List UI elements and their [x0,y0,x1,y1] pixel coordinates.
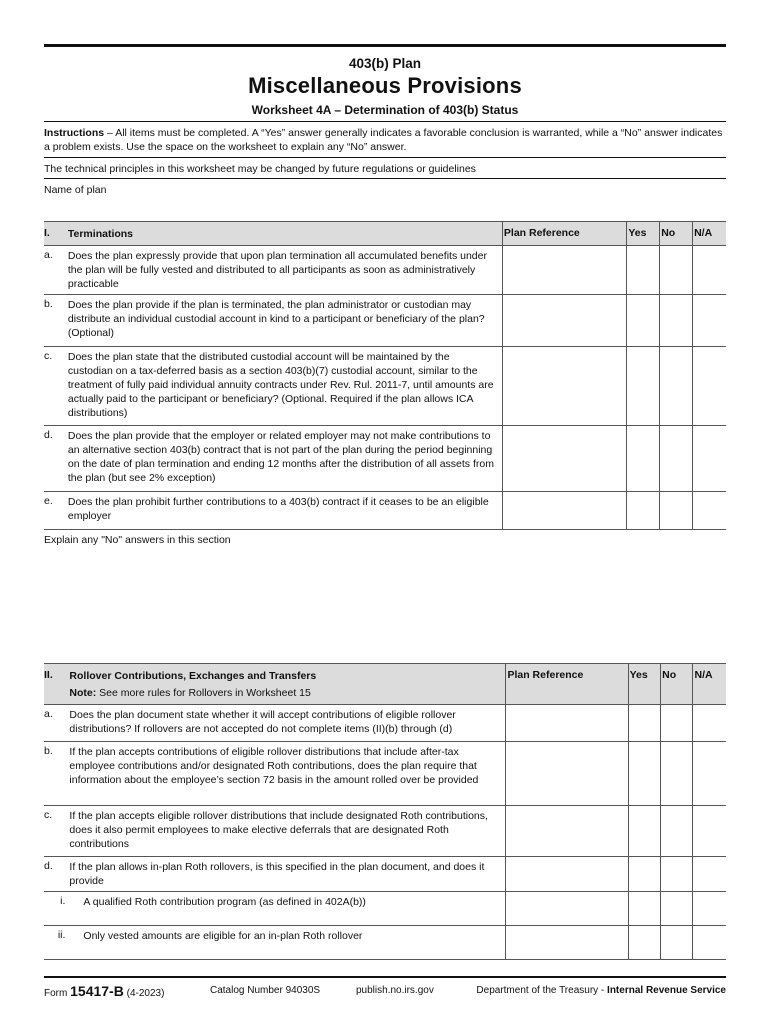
item-letter: c. [44,347,66,426]
item-question: Does the plan prohibit further contributions to a 403(b) contract if it ceases to be an eligible employer [66,492,503,530]
worksheet-subtitle: Worksheet 4A – Determination of 403(b) Status [44,103,726,122]
page-footer [44,976,726,999]
yes-cell[interactable] [627,492,660,530]
na-cell[interactable] [693,347,726,426]
yes-cell[interactable] [628,926,661,960]
form-prefix: Form [44,988,68,999]
no-cell[interactable] [661,926,693,960]
section-rollover-table [44,663,726,960]
plan-reference-cell [506,857,628,892]
note-text: See more rules for Rollovers in Worksheet 15 [96,687,311,699]
page-title: Miscellaneous Provisions [248,73,522,98]
instructions-label: Instructions [44,127,105,139]
item-letter: b. [44,742,67,806]
na-cell[interactable] [693,742,726,806]
item-letter: c. [44,806,67,857]
section-number: I. [44,222,66,246]
column-yes: Yes [627,222,660,246]
yes-cell[interactable] [627,426,660,492]
column-yes: Yes [628,664,661,705]
column-na: N/A [693,222,726,246]
yes-cell[interactable] [627,347,660,426]
no-cell[interactable] [660,492,693,530]
plan-reference-cell[interactable] [502,246,626,295]
column-na: N/A [693,664,726,705]
note-label: Note: [69,687,97,699]
table-row [44,705,726,742]
na-cell[interactable] [693,246,726,295]
table-row [44,742,726,806]
na-cell[interactable] [693,492,726,530]
section-terminations-table [44,221,726,530]
agency-name: Internal Revenue Service [607,985,726,996]
table-row [44,806,726,857]
section-number: II. [44,664,67,705]
column-plan-reference: Plan Reference [506,664,628,705]
table-row [44,347,726,426]
item-letter: d. [44,426,66,492]
plan-reference-cell[interactable] [502,347,626,426]
na-cell[interactable] [693,806,726,857]
item-question: Does the plan provide that the employer or related employer may not make contributions to an alternative section 403(b) contract that is not part of the plan during the period beginning on the date of plan termination and ending 12 months after the distribution of all assets from the plan (but see 2% exception) [66,426,503,492]
no-cell[interactable] [660,295,693,347]
column-plan-reference: Plan Reference [502,222,626,246]
instructions-text: – All items must be completed. A “Yes” answer generally indicates a favorable conclusion is warranted, while a “No” answer indicates a problem exists. Use the space on the worksheet to explain any “No” answer. [44,127,723,153]
item-question: A qualified Roth contribution program (as defined in 402A(b)) [67,892,506,926]
section-title: Terminations [66,222,503,246]
item-letter: a. [44,705,67,742]
item-question: If the plan accepts eligible rollover distributions that include designated Roth contributions, does it also permit employees to make elective deferrals that are designated Roth contributions [67,806,506,857]
plan-reference-cell[interactable] [502,492,626,530]
plan-reference-cell[interactable] [502,295,626,347]
technical-note: The technical principles in this worksheet may be changed by future regulations or guidelines [44,158,726,179]
form-id [44,983,164,999]
section-note [69,686,499,700]
table-row [44,492,726,530]
yes-cell[interactable] [628,892,661,926]
top-rule [44,44,726,47]
no-cell[interactable] [661,892,693,926]
item-question: Does the plan expressly provide that upon plan termination all accumulated benefits under the plan will be fully vested and distributed to all participants as soon as administratively practicable [66,246,503,295]
section-header-row [44,664,726,705]
explain-no-answers-field[interactable] [44,530,726,663]
publish-site: publish.no.irs.gov [356,985,434,996]
form-number: 15417-B [70,983,124,999]
na-cell[interactable] [693,295,726,347]
item-letter: a. [44,246,66,295]
na-cell [693,857,726,892]
na-cell[interactable] [693,705,726,742]
plan-reference-cell[interactable] [506,742,628,806]
plan-reference-cell[interactable] [506,892,628,926]
section-title [67,664,506,705]
item-letter: i. [44,892,67,926]
na-cell[interactable] [693,426,726,492]
column-no: No [661,664,693,705]
no-cell[interactable] [660,347,693,426]
yes-cell[interactable] [627,246,660,295]
no-cell[interactable] [660,426,693,492]
yes-cell[interactable] [627,295,660,347]
table-row [44,926,726,960]
na-cell[interactable] [693,892,726,926]
name-of-plan-field[interactable] [44,179,726,221]
department-text: Department of the Treasury - [476,985,608,996]
section-title-text: Rollover Contributions, Exchanges and Transfers [69,670,317,682]
table-row [44,246,726,295]
plan-reference-cell[interactable] [502,426,626,492]
form-date: (4-2023) [126,988,165,999]
item-letter: d. [44,857,67,892]
item-question: Does the plan state that the distributed custodial account will be maintained by the custodian on a tax-deferred basis as a section 403(b)(7) custodial account, similar to the treatment of fully paid individual annuity contracts under Rev. Rul. 2011-7, until amounts are actually paid to the participant or beneficiary? (Optional. Required if the plan allows ICA distributions) [66,347,503,426]
item-question: Does the plan provide if the plan is terminated, the plan administrator or custodian may distribute an individual custodial account in kind to a participant or beneficiary of the plan? (Optional) [66,295,503,347]
name-of-plan-label: Name of plan [44,184,107,196]
no-cell[interactable] [661,806,693,857]
plan-reference-cell[interactable] [506,806,628,857]
table-row [44,857,726,892]
item-letter: b. [44,295,66,347]
plan-reference-cell[interactable] [506,705,628,742]
yes-cell[interactable] [628,806,661,857]
table-row [44,892,726,926]
yes-cell [628,857,661,892]
section-header-row [44,222,726,246]
item-letter: e. [44,492,66,530]
explain-no-answers-label: Explain any "No" answers in this section [44,534,231,546]
table-row [44,426,726,492]
na-cell[interactable] [693,926,726,960]
no-cell[interactable] [661,742,693,806]
no-cell [661,857,693,892]
no-cell[interactable] [661,705,693,742]
instructions [44,122,726,158]
yes-cell[interactable] [628,705,661,742]
form-kicker: 403(b) Plan [348,56,422,71]
yes-cell[interactable] [628,742,661,806]
item-question: If the plan allows in-plan Roth rollovers, is this specified in the plan document, and does it provide [67,857,506,892]
department [476,985,726,996]
table-row [44,295,726,347]
item-question: If the plan accepts contributions of eligible rollover distributions that include after-tax employee contributions and/or designated Roth contributions, does the plan require that information about the employee’s section 72 basis in the amount rolled over be provided [67,742,506,806]
no-cell[interactable] [660,246,693,295]
item-question: Does the plan document state whether it will accept contributions of eligible rollover distributions? If rollovers are not accepted do not complete items (II)(b) through (d) [67,705,506,742]
item-letter: ii. [44,926,67,960]
catalog-number: Catalog Number 94030S [210,985,321,996]
worksheet-page [44,44,726,960]
plan-reference-cell[interactable] [506,926,628,960]
item-question: Only vested amounts are eligible for an in-plan Roth rollover [67,926,506,960]
column-no: No [660,222,693,246]
